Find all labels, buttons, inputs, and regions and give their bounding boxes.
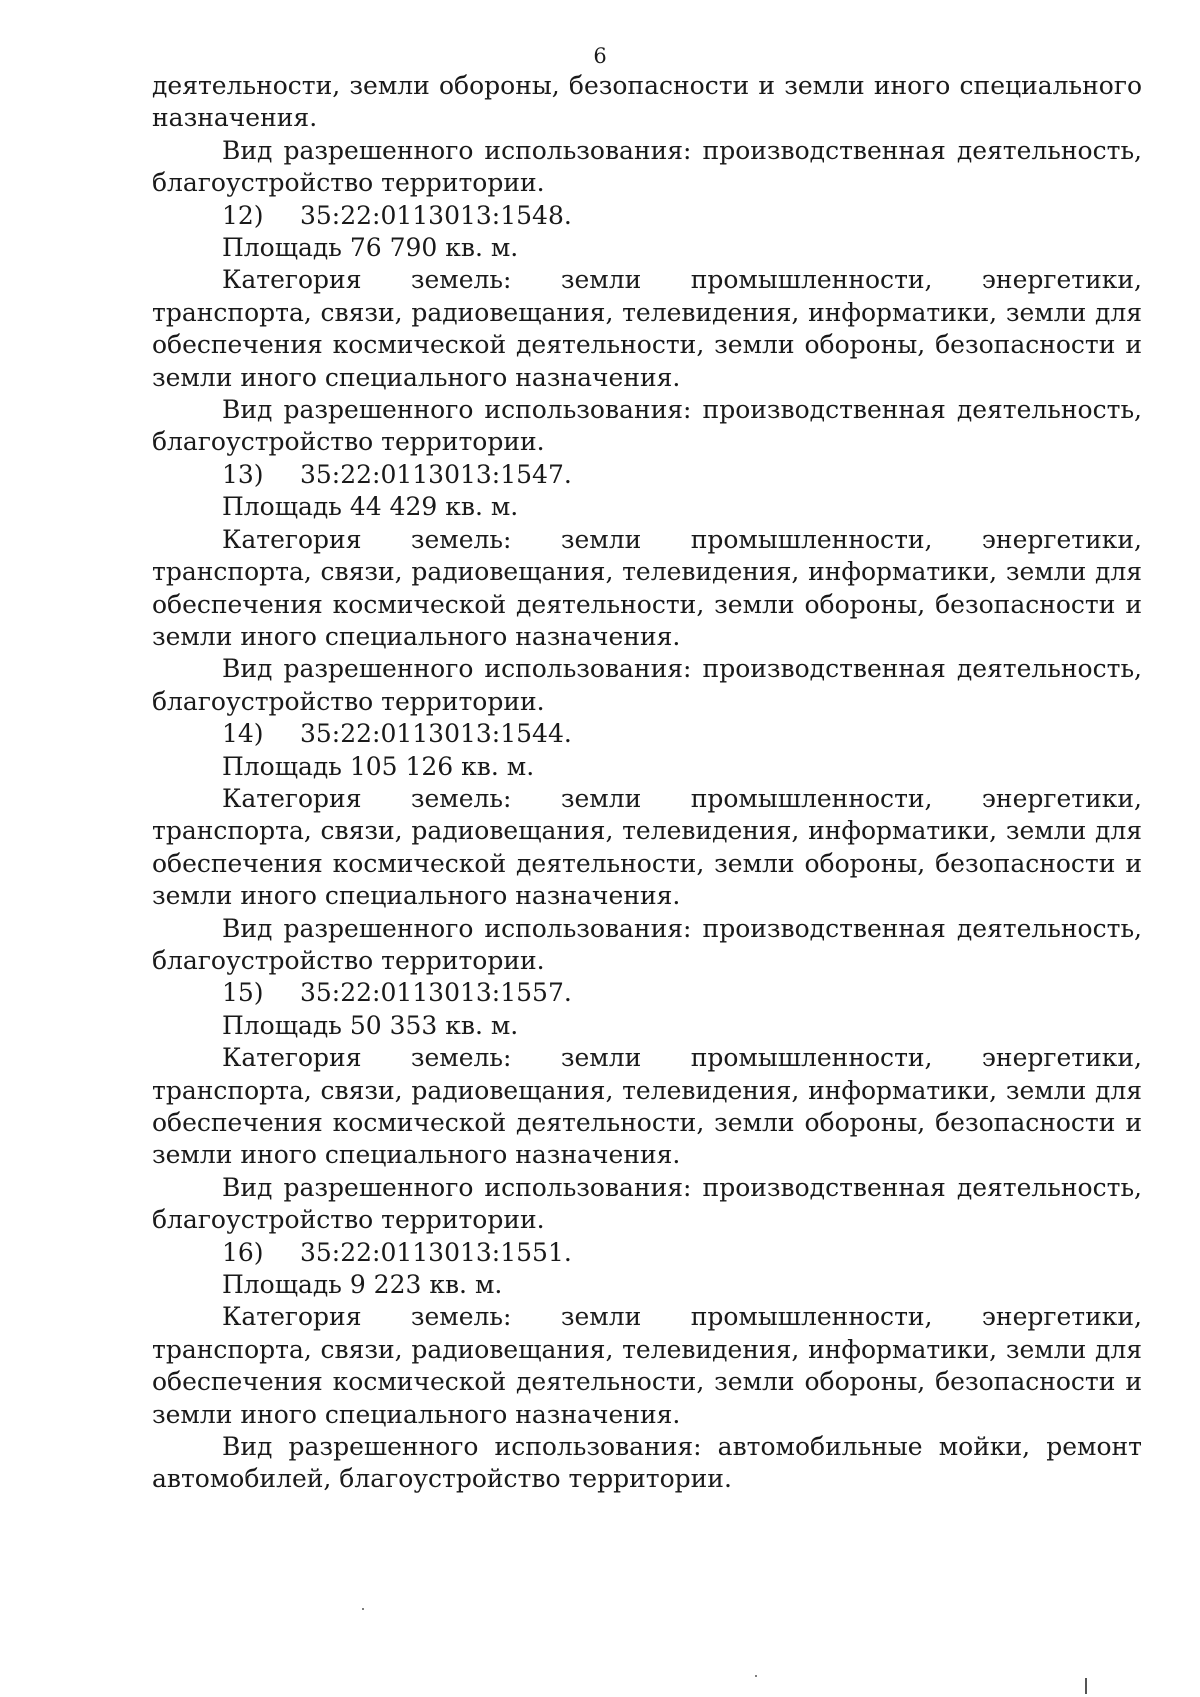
parcel-area: Площадь 50 353 кв. м. xyxy=(222,1010,519,1040)
parcel-number: 13) xyxy=(222,459,264,489)
parcel-heading xyxy=(152,200,1142,232)
parcel-area: Площадь 105 126 кв. м. xyxy=(222,751,535,781)
land-category: Категория земель: земли промышленности, энергетики, транспорта, связи, радиовещания, телевидения, информатики, земли для обеспечения космической деятельности, земли обороны, безопасности и земли иного специального назначения. xyxy=(152,1302,1142,1429)
permitted-use: Вид разрешенного использования: производственная деятельность, благоустройство территории. xyxy=(152,1172,1142,1235)
parcel-area: Площадь 9 223 кв. м. xyxy=(222,1270,503,1300)
page-number: 6 xyxy=(593,44,607,68)
permitted-use: Вид разрешенного использования: производственная деятельность, благоустройство территории. xyxy=(152,135,1142,198)
category-continuation: деятельности, земли обороны, безопасности и земли иного специального назначения. xyxy=(152,71,1142,133)
permitted-use: Вид разрешенного использования: производственная деятельность, благоустройство территории. xyxy=(152,654,1142,716)
land-category: Категория земель: земли промышленности, энергетики, транспорта, связи, радиовещания, телевидения, информатики, земли для обеспечения космической деятельности, земли обороны, безопасности и земли иного специального назначения. xyxy=(152,783,1142,911)
document-body xyxy=(152,70,1142,1496)
parcel-entry xyxy=(152,977,1142,1236)
parcel-entry xyxy=(152,459,1142,718)
parcel-number: 12) xyxy=(222,200,264,230)
scan-speck xyxy=(362,1608,364,1610)
cadastral-number: 35:22:0113013:1557. xyxy=(300,978,572,1008)
parcel-number: 16) xyxy=(222,1237,264,1267)
scan-speck xyxy=(1085,1678,1087,1694)
parcel-area: Площадь 44 429 кв. м. xyxy=(222,492,519,522)
cadastral-number: 35:22:0113013:1544. xyxy=(300,719,572,749)
permitted-use: Вид разрешенного использования: производственная деятельность, благоустройство территории. xyxy=(152,395,1142,457)
parcel-heading xyxy=(152,977,1142,1009)
land-category: Категория земель: земли промышленности, энергетики, транспорта, связи, радиовещания, телевидения, информатики, земли для обеспечения космической деятельности, земли обороны, безопасности и земли иного специального назначения. xyxy=(152,265,1142,392)
parcel-heading xyxy=(152,459,1142,491)
land-category: Категория земель: земли промышленности, энергетики, транспорта, связи, радиовещания, телевидения, информатики, земли для обеспечения космической деятельности, земли обороны, безопасности и земли иного специального назначения. xyxy=(152,524,1142,651)
scan-speck xyxy=(755,1675,757,1677)
permitted-use: Вид разрешенного использования: производственная деятельность, благоустройство территории. xyxy=(152,913,1142,975)
parcel-heading xyxy=(152,718,1142,750)
land-category: Категория земель: земли промышленности, энергетики, транспорта, связи, радиовещания, телевидения, информатики, земли для обеспечения космической деятельности, земли обороны, безопасности и земли иного специального назначения. xyxy=(152,1043,1142,1170)
parcel-entry xyxy=(152,200,1142,459)
parcel-area: Площадь 76 790 кв. м. xyxy=(222,233,519,263)
parcel-entry xyxy=(152,1237,1142,1496)
permitted-use: Вид разрешенного использования: автомобильные мойки, ремонт автомобилей, благоустройство территории. xyxy=(152,1432,1142,1494)
cadastral-number: 35:22:0113013:1551. xyxy=(300,1237,572,1267)
parcel-entry xyxy=(152,718,1142,977)
cadastral-number: 35:22:0113013:1548. xyxy=(300,200,572,230)
parcel-heading xyxy=(152,1237,1142,1269)
parcel-number: 15) xyxy=(222,978,264,1008)
parcel-number: 14) xyxy=(222,719,264,749)
cadastral-number: 35:22:0113013:1547. xyxy=(300,459,572,489)
